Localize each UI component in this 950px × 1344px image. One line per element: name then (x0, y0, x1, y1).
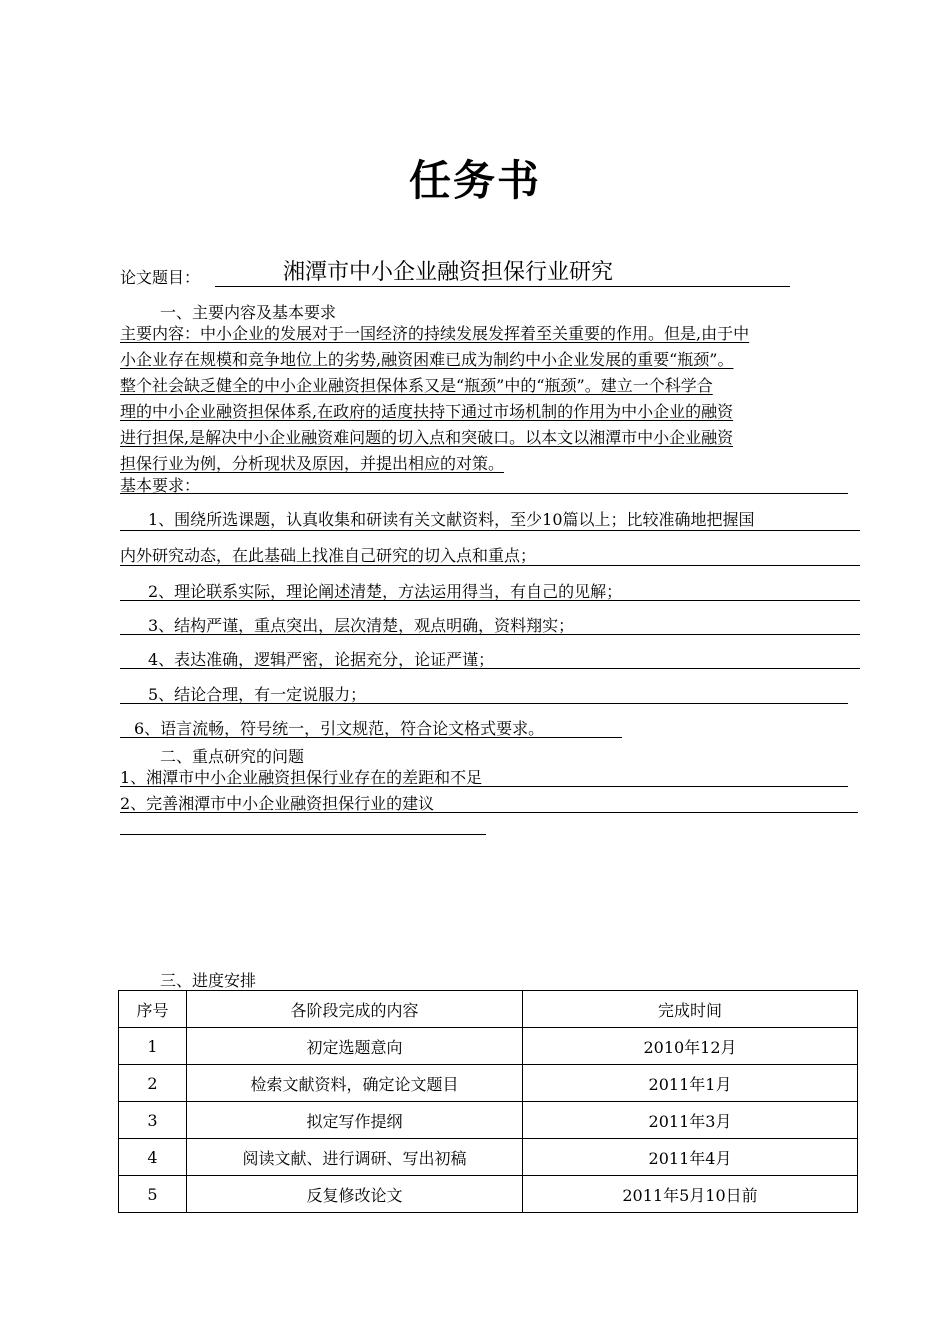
underline (120, 786, 848, 787)
underline (120, 737, 622, 738)
table-cell: 3 (119, 1102, 187, 1139)
table-cell: 检索文献资料，确定论文题目 (187, 1065, 523, 1102)
table-cell: 初定选题意向 (187, 1028, 523, 1065)
content-line: 主要内容：中小企业的发展对于一国经济的持续发展发挥着至关重要的作用。但是,由于中 (120, 324, 750, 343)
table-row (119, 1139, 858, 1176)
content-line: 整个社会缺乏健全的中小企业融资担保体系又是“瓶颈”中的“瓶颈”。建立一个科学合 (120, 376, 713, 395)
underline (120, 668, 860, 669)
section1-heading: 一、主要内容及基本要求 (160, 303, 337, 322)
table-cell: 2011年4月 (523, 1139, 858, 1176)
table-cell: 2 (119, 1065, 187, 1102)
requirement-line: 4、表达准确，逻辑严密，论据充分，论证严谨； (148, 650, 495, 669)
table-cell: 阅读文献、进行调研、写出初稿 (187, 1139, 523, 1176)
table-cell: 拟定写作提纲 (187, 1102, 523, 1139)
requirement-line: 3、结构严谨，重点突出，层次清楚，观点明确，资料翔实； (148, 616, 575, 635)
table-cell: 反复修改论文 (187, 1176, 523, 1213)
research-item: 2、完善湘潭市中小企业融资担保行业的建议 (120, 794, 435, 813)
underline (120, 834, 486, 835)
underline (120, 565, 860, 566)
requirement-line: 2、理论联系实际，理论阐述清楚，方法运用得当，有自己的见解； (148, 582, 623, 601)
table-cell: 4 (119, 1139, 187, 1176)
requirement-line: 1、围绕所选课题，认真收集和研读有关文献资料，至少10篇以上；比较准确地把握国 (148, 510, 755, 529)
schedule-table (118, 990, 858, 1213)
underline (120, 812, 858, 813)
table-row (119, 1102, 858, 1139)
table-cell: 2011年5月10日前 (523, 1176, 858, 1213)
topic-value: 湘潭市中小企业融资担保行业研究 (215, 258, 790, 287)
header-cell: 各阶段完成的内容 (187, 991, 523, 1028)
requirement-line: 内外研究动态，在此基础上找准自己研究的切入点和重点； (120, 546, 537, 565)
table-header-row (119, 991, 858, 1028)
content-line: 小企业存在规模和竞争地位上的劣势,融资困难已成为制约中小企业发展的重要“瓶颈”。 (120, 350, 734, 369)
underline (120, 530, 860, 531)
underline (120, 600, 860, 601)
content-line: 担保行业为例，分析现状及原因，并提出相应的对策。 (120, 454, 505, 473)
table-row (119, 1176, 858, 1213)
table-cell: 2010年12月 (523, 1028, 858, 1065)
section2-heading: 二、重点研究的问题 (160, 747, 305, 766)
document-title: 任务书 (408, 156, 541, 205)
content-line: 进行担保,是解决中小企业融资难问题的切入点和突破口。以本文以湘潭市中小企业融资 (120, 428, 734, 447)
header-cell: 序号 (119, 991, 187, 1028)
requirements-label: 基本要求： (120, 476, 201, 495)
table-cell: 2011年1月 (523, 1065, 858, 1102)
underline (120, 703, 848, 704)
topic-label: 论文题目： (120, 268, 201, 287)
underline (120, 493, 848, 494)
header-cell: 完成时间 (523, 991, 858, 1028)
table-row (119, 1065, 858, 1102)
section3-heading: 三、进度安排 (160, 971, 257, 990)
requirement-line: 5、结论合理，有一定说服力； (148, 685, 367, 704)
underline (120, 634, 860, 635)
requirement-line: 6、语言流畅，符号统一，引文规范，符合论文格式要求。 (134, 719, 545, 738)
content-line: 理的中小企业融资担保体系,在政府的适度扶持下通过市场机制的作用为中小企业的融资 (120, 402, 734, 421)
table-cell: 5 (119, 1176, 187, 1213)
research-item: 1、湘潭市中小企业融资担保行业存在的差距和不足 (120, 768, 483, 787)
table-cell: 2011年3月 (523, 1102, 858, 1139)
table-cell: 1 (119, 1028, 187, 1065)
table-row (119, 1028, 858, 1065)
